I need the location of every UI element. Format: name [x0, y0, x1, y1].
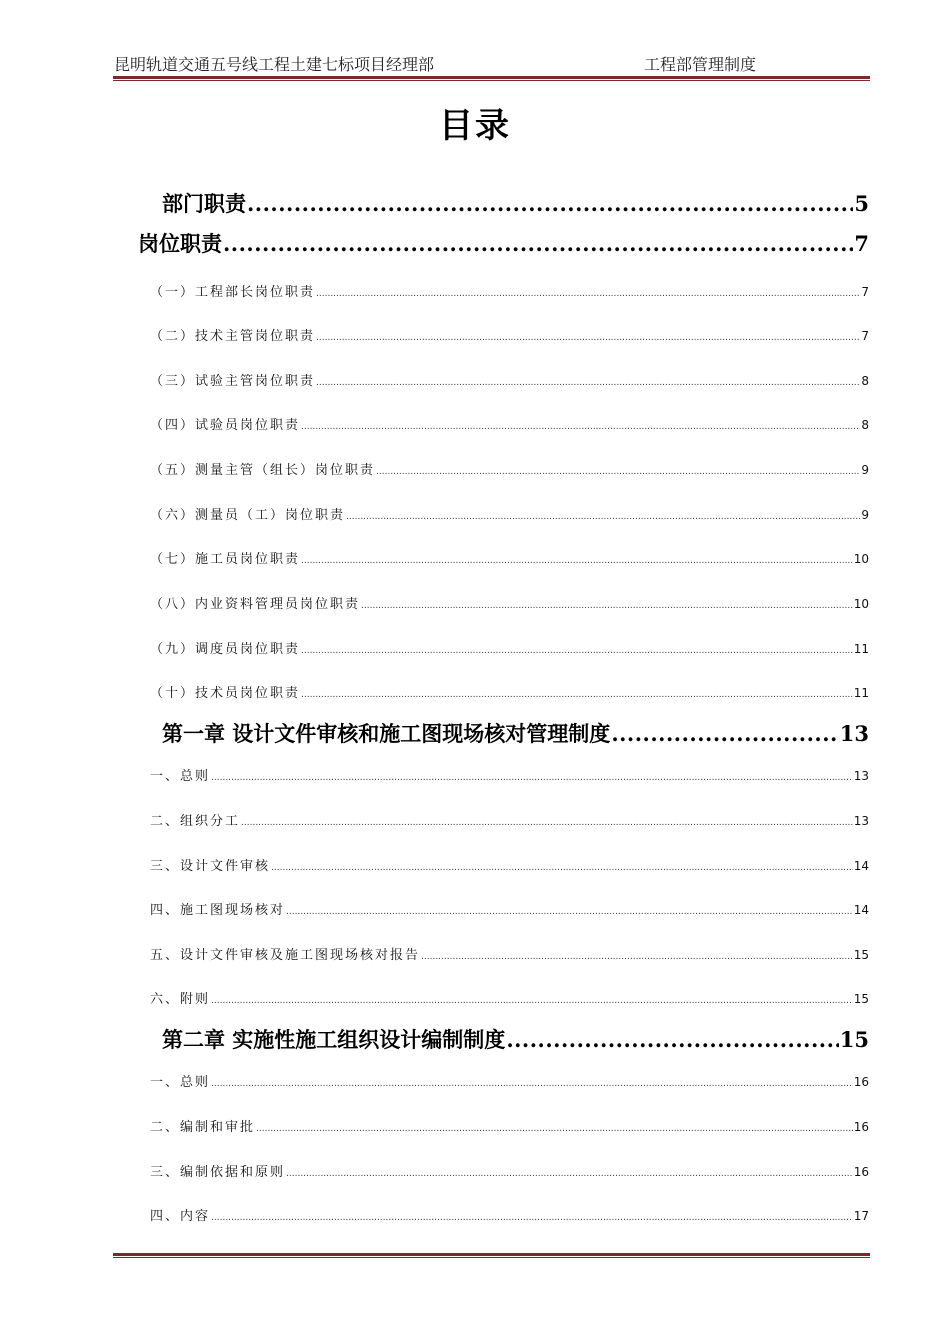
toc-entry[interactable]: [150, 459, 869, 477]
toc-leader: [361, 601, 853, 611]
toc-entry[interactable]: [162, 1024, 869, 1054]
toc-entry-page: 7: [854, 231, 869, 256]
toc-entry-page: 13: [839, 721, 869, 746]
toc-entry-page: 15: [853, 948, 869, 962]
toc-leader: [506, 1027, 838, 1052]
toc-entry[interactable]: [150, 1071, 869, 1089]
toc-leader: [421, 952, 853, 962]
toc-entry-title: 一、总则: [150, 769, 211, 784]
toc-leader: [611, 721, 838, 746]
toc-entry-page: 8: [861, 418, 869, 432]
toc-entry-title: （九）调度员岗位职责: [150, 642, 301, 657]
toc-entry-page: 10: [853, 597, 869, 611]
toc-leader: [316, 378, 860, 388]
toc-entry[interactable]: [150, 593, 869, 611]
toc-entry[interactable]: [150, 638, 869, 656]
toc-entry-title: 部门职责: [162, 191, 246, 216]
toc-entry-title: 二、组织分工: [150, 814, 241, 829]
toc-entry-page: 16: [853, 1165, 869, 1179]
toc-entry[interactable]: [150, 810, 869, 828]
toc-entry[interactable]: [150, 1116, 869, 1134]
header-document-name: 工程部管理制度: [644, 55, 757, 74]
toc-entry-page: 16: [853, 1120, 869, 1134]
toc-entry[interactable]: [150, 1205, 869, 1223]
toc-entry[interactable]: [150, 548, 869, 566]
toc-entry-title: （七）施工员岗位职责: [150, 552, 301, 567]
toc-leader: [346, 512, 860, 522]
toc-entry-title: 第二章 实施性施工组织设计编制制度: [162, 1027, 506, 1052]
toc-entry-page: 11: [853, 686, 869, 700]
toc-entry[interactable]: [150, 682, 869, 700]
toc-leader: [211, 1079, 853, 1089]
toc-entry-page: 9: [861, 508, 869, 522]
toc-entry-title: 三、编制依据和原则: [150, 1165, 286, 1180]
toc-entry[interactable]: [162, 718, 869, 748]
toc-leader: [286, 907, 853, 917]
toc-entry-title: （十）技术员岗位职责: [150, 686, 301, 701]
toc-leader: [256, 1124, 853, 1134]
toc-entry-title: （八）内业资料管理员岗位职责: [150, 597, 361, 612]
toc-entry-title: （四）试验员岗位职责: [150, 418, 301, 433]
toc-entry-page: 11: [853, 642, 869, 656]
toc-leader: [301, 646, 853, 656]
toc-leader: [316, 289, 860, 299]
toc-entry-page: 15: [839, 1027, 869, 1052]
page-title: 目录: [439, 106, 511, 146]
toc-entry-title: 四、施工图现场核对: [150, 903, 286, 918]
toc-entry-page: 15: [853, 992, 869, 1006]
toc-entry-page: 9: [861, 463, 869, 477]
toc-entry[interactable]: [150, 855, 869, 873]
toc-entry-title: 五、设计文件审核及施工图现场核对报告: [150, 948, 421, 963]
toc-leader: [301, 422, 860, 432]
toc-entry-title: 六、附则: [150, 992, 211, 1007]
toc-entry-title: （一）工程部长岗位职责: [150, 285, 316, 300]
toc-leader: [211, 1213, 853, 1223]
toc-entry[interactable]: [138, 228, 869, 258]
toc-entry-page: 14: [853, 903, 869, 917]
toc-entry[interactable]: [150, 281, 869, 299]
toc-entry-title: 第一章 设计文件审核和施工图现场核对管理制度: [162, 721, 611, 746]
toc-leader: [316, 333, 860, 343]
toc-leader: [301, 690, 853, 700]
toc-entry[interactable]: [150, 504, 869, 522]
toc-entry[interactable]: [150, 370, 869, 388]
toc-entry-title: （六）测量员（工）岗位职责: [150, 508, 346, 523]
toc-leader: [376, 467, 860, 477]
toc-leader: [241, 818, 853, 828]
toc-leader: [247, 191, 853, 216]
toc-entry-page: 13: [853, 814, 869, 828]
toc-entry-page: 10: [853, 552, 869, 566]
toc-entry-page: 16: [853, 1075, 869, 1089]
toc-entry[interactable]: [150, 899, 869, 917]
toc-entry-title: 二、编制和审批: [150, 1120, 256, 1135]
toc-entry[interactable]: [162, 188, 869, 218]
toc-entry-title: 三、设计文件审核: [150, 859, 271, 874]
toc-entry-page: 8: [861, 374, 869, 388]
toc-entry-page: 7: [861, 329, 869, 343]
toc-entry-page: 17: [853, 1209, 869, 1223]
toc-entry[interactable]: [150, 325, 869, 343]
toc-leader: [211, 996, 853, 1006]
toc-entry-title: （五）测量主管（组长）岗位职责: [150, 463, 376, 478]
toc-entry-title: （三）试验主管岗位职责: [150, 374, 316, 389]
toc-entry-title: （二）技术主管岗位职责: [150, 329, 316, 344]
toc-leader: [223, 231, 853, 256]
toc-leader: [271, 863, 853, 873]
toc-entry[interactable]: [150, 944, 869, 962]
toc-entry[interactable]: [150, 988, 869, 1006]
toc-entry-page: 5: [854, 191, 869, 216]
toc-entry-page: 14: [853, 859, 869, 873]
toc-leader: [301, 556, 853, 566]
footer-divider: [113, 1253, 870, 1258]
toc-entry-page: 7: [861, 285, 869, 299]
toc-entry[interactable]: [150, 1161, 869, 1179]
toc-leader: [286, 1169, 853, 1179]
toc-entry[interactable]: [150, 414, 869, 432]
header-project-name: 昆明轨道交通五号线工程土建七标项目经理部: [114, 55, 435, 74]
toc-entry-title: 四、内容: [150, 1209, 211, 1224]
toc-entry[interactable]: [150, 765, 869, 783]
toc-entry-title: 一、总则: [150, 1075, 211, 1090]
toc-entry-title: 岗位职责: [138, 231, 222, 256]
toc-leader: [211, 773, 853, 783]
toc-entry-page: 13: [853, 769, 869, 783]
